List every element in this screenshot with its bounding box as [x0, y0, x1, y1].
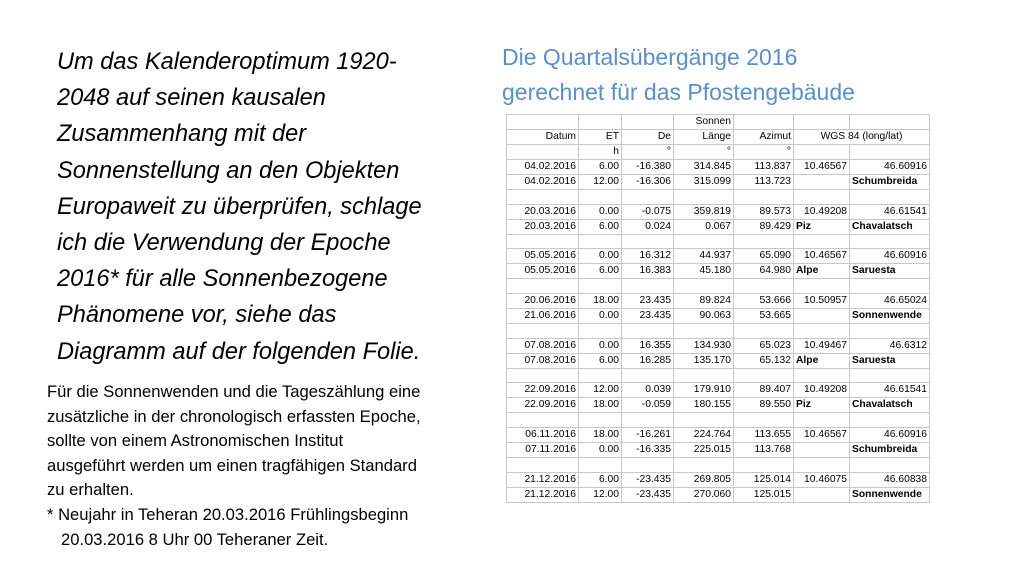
table-cell: 113.723 [734, 175, 794, 190]
table-cell: 65.090 [734, 249, 794, 264]
table-cell: -0.075 [622, 204, 674, 219]
table-cell [622, 115, 674, 130]
table-cell: 05.05.2016 [507, 249, 579, 264]
table-cell: Alpe [794, 264, 850, 279]
table-cell: 113.837 [734, 160, 794, 175]
table-cell: 65.132 [734, 353, 794, 368]
heading-line: 2048 auf seinen kausalen [57, 85, 326, 112]
table-cell: 20.06.2016 [507, 294, 579, 309]
table-header-cell: De [622, 130, 674, 145]
table-cell: 89.407 [734, 383, 794, 398]
table-cell: 0.024 [622, 219, 674, 234]
table-spacer-row [507, 368, 930, 383]
table-cell: 46.60838 [850, 472, 930, 487]
table-cell [674, 234, 734, 249]
table-cell: 18.00 [579, 428, 622, 443]
table-cell: Piz [794, 398, 850, 413]
table-cell: 125.014 [734, 472, 794, 487]
table-cell: 10.50957 [794, 294, 850, 309]
table-header-cell: Datum [507, 130, 579, 145]
table-cell: 10.49208 [794, 204, 850, 219]
left-heading [57, 44, 467, 370]
table-cell: -16.261 [622, 428, 674, 443]
table-cell: 22.09.2016 [507, 383, 579, 398]
table-cell: 89.429 [734, 219, 794, 234]
table-spacer-row [507, 324, 930, 339]
body-line: Für die Sonnenwenden und die Tageszählung eine [47, 382, 421, 401]
table-cell [507, 115, 579, 130]
table-cell [507, 145, 579, 160]
footnote-line: * Neujahr in Teheran 20.03.2016 Frühlingsbeginn [47, 504, 409, 524]
table-cell: -0.059 [622, 398, 674, 413]
table-cell [507, 234, 579, 249]
table-cell: 0.00 [579, 249, 622, 264]
table-cell: 89.550 [734, 398, 794, 413]
table-header-row [507, 130, 930, 145]
table-cell [850, 190, 930, 205]
table-cell: 0.00 [579, 204, 622, 219]
table-cell [674, 279, 734, 294]
table-cell: 6.00 [579, 472, 622, 487]
table-row [507, 309, 930, 324]
table-units-row [507, 145, 930, 160]
table-cell [622, 279, 674, 294]
table-cell [794, 115, 850, 130]
table-cell [850, 145, 930, 160]
table-cell [674, 413, 734, 428]
table-cell: 07.11.2016 [507, 443, 579, 458]
table-cell [674, 324, 734, 339]
table-cell: 05.05.2016 [507, 264, 579, 279]
table-cell: Alpe [794, 353, 850, 368]
table-header-cell: ET [579, 130, 622, 145]
heading-line: ich die Verwendung der Epoche [57, 230, 391, 257]
table-cell [579, 413, 622, 428]
table-cell: 225.015 [674, 443, 734, 458]
table-cell [794, 368, 850, 383]
table-cell: ° [734, 145, 794, 160]
table-row [507, 338, 930, 353]
table-cell: 21.12.2016 [507, 472, 579, 487]
title-line: Die Quartalsübergänge 2016 [502, 44, 798, 70]
table-spacer-row [507, 413, 930, 428]
table-cell: 18.00 [579, 398, 622, 413]
table-cell [734, 115, 794, 130]
table-cell: 07.08.2016 [507, 353, 579, 368]
table-cell [794, 234, 850, 249]
table-cell: 16.312 [622, 249, 674, 264]
table-cell [850, 234, 930, 249]
table-row [507, 428, 930, 443]
table-cell [850, 324, 930, 339]
table-cell: Chavalatsch [850, 219, 930, 234]
table-cell: 10.46567 [794, 249, 850, 264]
table-cell: 06.11.2016 [507, 428, 579, 443]
heading-line: Diagramm auf der folgenden Folie. [57, 338, 421, 365]
table-cell: 269.805 [674, 472, 734, 487]
table-row [507, 249, 930, 264]
table-cell: Piz [794, 219, 850, 234]
table-cell: 10.46567 [794, 428, 850, 443]
table-cell: 46.60916 [850, 428, 930, 443]
table-cell [622, 324, 674, 339]
table-cell [734, 190, 794, 205]
table-cell [850, 115, 930, 130]
table-cell [622, 413, 674, 428]
table-row [507, 383, 930, 398]
table-row [507, 204, 930, 219]
table-cell [507, 368, 579, 383]
heading-line: Zusammenhang mit der [57, 121, 307, 148]
table-cell: 113.655 [734, 428, 794, 443]
table-cell [507, 190, 579, 205]
table-cell: 6.00 [579, 219, 622, 234]
table-cell: 16.355 [622, 338, 674, 353]
table-cell [674, 190, 734, 205]
table-cell: 6.00 [579, 264, 622, 279]
table-cell: 224.764 [674, 428, 734, 443]
table-cell: 0.00 [579, 338, 622, 353]
table-spacer-row [507, 458, 930, 473]
table-row [507, 398, 930, 413]
table-row [507, 219, 930, 234]
table-cell: 65.023 [734, 338, 794, 353]
heading-line: Europaweit zu überprüfen, schlage [57, 193, 422, 220]
table-cell: 46.60916 [850, 249, 930, 264]
table-cell: 180.155 [674, 398, 734, 413]
table-cell [622, 458, 674, 473]
table-cell: 134.930 [674, 338, 734, 353]
table-cell [734, 324, 794, 339]
table-cell: -16.380 [622, 160, 674, 175]
table-header-cell: WGS 84 (long/lat) [794, 130, 930, 145]
table-cell: 46.61541 [850, 204, 930, 219]
body-line: zusätzliche in der chronologisch erfassten Epoche, [47, 406, 421, 426]
table-row [507, 264, 930, 279]
table-cell: 53.666 [734, 294, 794, 309]
table-cell [794, 324, 850, 339]
table-cell [579, 458, 622, 473]
table-cell: 89.824 [674, 294, 734, 309]
table-cell: 6.00 [579, 353, 622, 368]
body-line: zu erhalten. [47, 480, 134, 500]
table-cell: 23.435 [622, 309, 674, 324]
table-cell: 10.49467 [794, 338, 850, 353]
table-cell: 18.00 [579, 294, 622, 309]
table-cell [794, 443, 850, 458]
table-cell: 89.573 [734, 204, 794, 219]
table-cell [622, 190, 674, 205]
table-cell: 270.060 [674, 487, 734, 502]
table-cell: Sonnenwende [850, 487, 930, 502]
table-cell [507, 279, 579, 294]
body-line: sollte von einem Astronomischen Institut [47, 431, 344, 451]
table-cell: 0.00 [579, 443, 622, 458]
table-spacer-row [507, 234, 930, 249]
table-cell: Sonnenwende [850, 309, 930, 324]
table-cell: 10.46567 [794, 160, 850, 175]
table-cell [507, 324, 579, 339]
body-line: ausgeführt werden um einen tragfähigen Standard [47, 455, 417, 475]
table-header-row [507, 115, 930, 130]
table-cell: -23.435 [622, 472, 674, 487]
table-row [507, 472, 930, 487]
table-cell [734, 458, 794, 473]
heading-line: 2016* für alle Sonnenbezogene [57, 266, 388, 293]
table-cell: 23.435 [622, 294, 674, 309]
table-cell: 46.60916 [850, 160, 930, 175]
table-cell: Saruesta [850, 353, 930, 368]
heading-line: Phänomene vor, siehe das [57, 302, 337, 329]
table-cell: 04.02.2016 [507, 175, 579, 190]
table-row [507, 443, 930, 458]
table-cell: 16.285 [622, 353, 674, 368]
table-row [507, 175, 930, 190]
table-cell [579, 115, 622, 130]
footnote-line: 20.03.2016 8 Uhr 00 Teheraner Zeit. [61, 529, 329, 549]
table-cell: 6.00 [579, 160, 622, 175]
table-cell: 10.46075 [794, 472, 850, 487]
table-cell [850, 413, 930, 428]
table-cell [507, 413, 579, 428]
table-cell [507, 458, 579, 473]
table-header-cell: Azimut [734, 130, 794, 145]
table-cell: -23.435 [622, 487, 674, 502]
table-cell: 04.02.2016 [507, 160, 579, 175]
table-cell [734, 368, 794, 383]
table-cell: 20.03.2016 [507, 219, 579, 234]
table-cell: h [579, 145, 622, 160]
table-cell [734, 413, 794, 428]
table-row [507, 160, 930, 175]
table-cell [850, 368, 930, 383]
table-cell [794, 458, 850, 473]
table-cell [579, 190, 622, 205]
table-row [507, 487, 930, 502]
table-cell [579, 368, 622, 383]
table-cell: 07.08.2016 [507, 338, 579, 353]
table-row [507, 353, 930, 368]
table-cell: ° [674, 145, 734, 160]
table-cell: 90.063 [674, 309, 734, 324]
table-cell: 21.06.2016 [507, 309, 579, 324]
table-cell: 113.768 [734, 443, 794, 458]
table-spacer-row [507, 279, 930, 294]
table-cell [579, 234, 622, 249]
left-body-text [47, 380, 497, 552]
table-cell [794, 145, 850, 160]
heading-line: Um das Kalenderoptimum 1920- [57, 49, 397, 75]
table-cell: 125.015 [734, 487, 794, 502]
table-cell [794, 413, 850, 428]
table-title [502, 40, 972, 110]
table-cell [794, 175, 850, 190]
table-cell [794, 487, 850, 502]
table-cell [674, 458, 734, 473]
table-cell [850, 458, 930, 473]
table-row [507, 294, 930, 309]
table-cell: 0.00 [579, 309, 622, 324]
table-cell: 46.61541 [850, 383, 930, 398]
heading-line: Sonnenstellung an den Objekten [57, 157, 400, 184]
table-spacer-row [507, 190, 930, 205]
table-cell: Saruesta [850, 264, 930, 279]
table-cell: 0.067 [674, 219, 734, 234]
table-cell: Schumbreida [850, 443, 930, 458]
table-cell: 22.09.2016 [507, 398, 579, 413]
table-cell [579, 279, 622, 294]
table-cell: 12.00 [579, 175, 622, 190]
table-cell: 359.819 [674, 204, 734, 219]
table-cell [794, 309, 850, 324]
table-cell: 10.49208 [794, 383, 850, 398]
table-cell [579, 324, 622, 339]
table-cell: 135.170 [674, 353, 734, 368]
table-cell: 12.00 [579, 487, 622, 502]
table-cell [794, 279, 850, 294]
table-cell: 64.980 [734, 264, 794, 279]
table-cell: 44.937 [674, 249, 734, 264]
table-cell: 12.00 [579, 383, 622, 398]
table-cell: 53.665 [734, 309, 794, 324]
table-header-cell: Länge [674, 130, 734, 145]
table-cell: 45.180 [674, 264, 734, 279]
table-cell: -16.306 [622, 175, 674, 190]
table-cell: 179.910 [674, 383, 734, 398]
table-cell: Schumbreida [850, 175, 930, 190]
table-cell [622, 368, 674, 383]
table-cell: 46.6312 [850, 338, 930, 353]
table-cell: 314.845 [674, 160, 734, 175]
table-cell: 21.12.2016 [507, 487, 579, 502]
table-cell [734, 279, 794, 294]
table-cell: 16.383 [622, 264, 674, 279]
table-cell: 0.039 [622, 383, 674, 398]
table-cell [794, 190, 850, 205]
table-cell: Chavalatsch [850, 398, 930, 413]
table-cell: 46.65024 [850, 294, 930, 309]
table-cell: ° [622, 145, 674, 160]
table-cell: 315.099 [674, 175, 734, 190]
table-header-cell: Sonnen [674, 115, 734, 130]
table-cell [674, 368, 734, 383]
quarter-transitions-table [506, 114, 930, 503]
table-cell [850, 279, 930, 294]
table-cell [622, 234, 674, 249]
table-cell: 20.03.2016 [507, 204, 579, 219]
title-line: gerechnet für das Pfostengebäude [502, 79, 855, 105]
table-cell [734, 234, 794, 249]
table-cell: -16.335 [622, 443, 674, 458]
